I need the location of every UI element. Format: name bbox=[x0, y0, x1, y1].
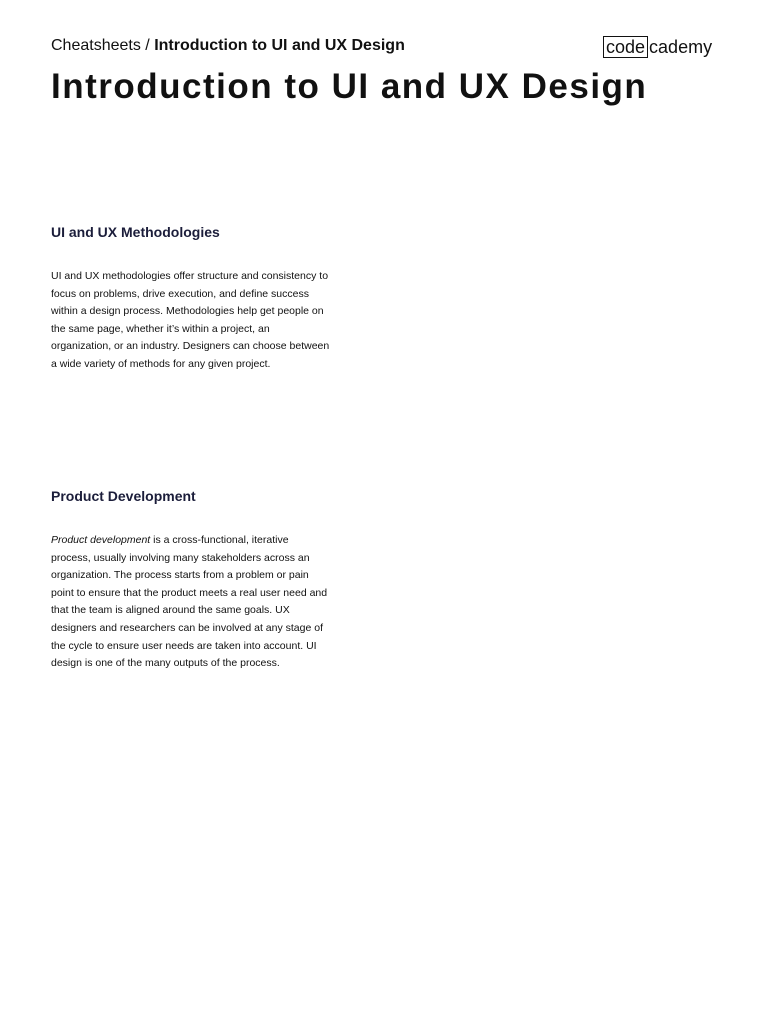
logo-code-box: code bbox=[603, 36, 648, 58]
section-heading-ui-ux-methodologies: UI and UX Methodologies bbox=[51, 224, 220, 240]
breadcrumb-separator: / bbox=[140, 37, 155, 54]
section-body-product-development bbox=[51, 532, 331, 673]
section-heading-product-development: Product Development bbox=[51, 488, 196, 504]
codecademy-logo[interactable] bbox=[603, 35, 712, 59]
product-development-text: is a cross-functional, iterative process, usually involving many stakeholders across an organization. The process starts from a problem or pain point to ensure that the product meets a real user need and that the team is aligned around the same goals. UX designers and researchers can be involved at any stage of the cycle to ensure user needs are taken into account. UI design is one of the many outputs of the process. bbox=[51, 534, 328, 670]
page-title: Introduction to UI and UX Design bbox=[51, 67, 648, 106]
breadcrumb-cheatsheets-link[interactable]: Cheatsheets bbox=[51, 37, 141, 54]
breadcrumb-current-page: Introduction to UI and UX Design bbox=[154, 37, 405, 54]
product-development-emphasis: Product development bbox=[51, 534, 151, 546]
logo-cademy-text: cademy bbox=[649, 37, 713, 57]
breadcrumb bbox=[51, 36, 405, 56]
section-body-ui-ux-methodologies: UI and UX methodologies offer structure and consistency to focus on problems, drive execution, and define success within a design process. Methodologies help get people on the same page, whether it’s within a project, an organization, or an industry. Designers can choose between a wide variety of methods for any given project. bbox=[51, 270, 330, 370]
